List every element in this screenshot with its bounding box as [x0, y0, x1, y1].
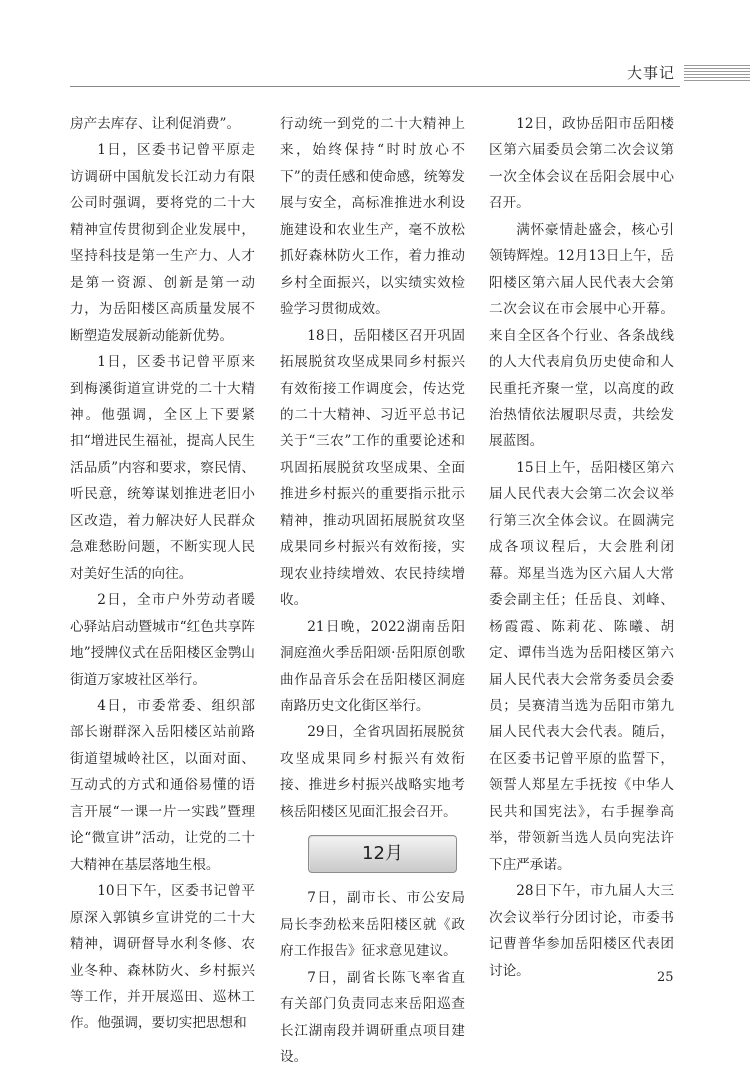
news-paragraph: 1日，区委书记曾平原来到梅溪街道宣讲党的二十大精神。他强调，全区上下要紧扣“增进民生福祉，提高人民生活品质”内容和要求，察民情、听民意，统筹谋划推进老旧小区改造，着力解决好人民群众急难愁盼问题，不断实现人民对美好生活的向往。	[70, 354, 255, 582]
section-title: 大事记	[627, 64, 676, 82]
news-paragraph: 7日，副市长、市公安局局长李劲松来岳阳楼区就《政府工作报告》征求意见建议。	[280, 890, 465, 960]
header-decoration	[684, 65, 750, 83]
news-paragraph: 房产去库存、让利促消费”。	[70, 116, 241, 132]
news-paragraph: 4日，市委常委、组织部部长谢群深入岳阳楼区站前路街道望城岭社区，以面对面、互动式的方式和通俗易懂的语言开展“一课一片一实践”暨理论“微宣讲”活动，让党的二十大精神在基层落地生根。	[70, 697, 255, 873]
news-paragraph: 满怀豪情赴盛会，核心引领铸辉煌。12月13日上午，岳阳楼区第六届人民代表大会第二次会议在市会展中心开幕。来自全区各个行业、各条战线的人大代表肩负历史使命和人民重托齐聚一堂，以高度的政治热情依法履职尽责，共绘发展蓝图。	[489, 221, 674, 450]
text-column-3	[489, 111, 674, 984]
news-paragraph: 28日下午，市九届人大三次会议举行分团讨论，市委书记曹普华参加岳阳楼区代表团讨论。	[489, 883, 674, 979]
news-paragraph: 29日，全省巩固拓展脱贫攻坚成果同乡村振兴有效衔接、推进乡村振兴战略实地考核岳阳楼区见面汇报会召开。	[280, 724, 465, 820]
news-paragraph: 2日，全市户外劳动者暖心驿站启动暨城市“红色共享阵地”授牌仪式在岳阳楼区金鹗山街道万家坡社区举行。	[70, 592, 255, 688]
text-column-1	[70, 111, 255, 1037]
news-paragraph: 1日，区委书记曾平原走访调研中国航发长江动力有限公司时强调，要将党的二十大精神宣传贯彻到企业发展中，坚持科技是第一生产力、人才是第一资源、创新是第一动力，为岳阳楼区高质量发展不断塑造发展新动能新优势。	[70, 142, 255, 344]
news-paragraph: 21日晚，2022湖南岳阳洞庭渔火季岳阳颂·岳阳原创歌曲作品音乐会在岳阳楼区洞庭南路历史文化街区举行。	[280, 618, 465, 714]
news-paragraph: 15日上午，岳阳楼区第六届人民代表大会第二次会议举行第三次全体会议。在圆满完成各项议程后，大会胜利闭幕。郑星当选为区六届人大常委会副主任；任岳良、刘峰、杨霞霞、陈莉花、陈曦、胡定、谭伟当选为岳阳楼区第六届人民代表大会常务委员会委员；吴赛清当选为岳阳市第九届人民代表大会代表。随后，在区委书记曾平原的监誓下，领誓人郑星左手抚按《中华人民共和国宪法》，右手握拳高举，带领新当选人员向宪法许下庄严承诺。	[489, 459, 674, 873]
text-column-2	[280, 111, 465, 1070]
month-heading-badge: 12月	[308, 835, 457, 873]
page-number: 25	[657, 970, 674, 985]
news-paragraph: 18日，岳阳楼区召开巩固拓展脱贫攻坚成果同乡村振兴有效衔接工作调度会，传达党的二十大精神、习近平总书记关于“三农”工作的重要论述和巩固拓展脱贫攻坚成果、全面推进乡村振兴的重要指示批示精神，推动巩固拓展脱贫攻坚成果同乡村振兴有效衔接，实现农业持续增效、农民持续增收。	[280, 327, 465, 609]
header-rule	[70, 86, 680, 87]
news-paragraph: 行动统一到党的二十大精神上来，始终保持“时时放心不下”的责任感和使命感，统筹发展与安全，高标准推进水利设施建设和农业生产，毫不放松抓好森林防火工作，着力推动乡村全面振兴，以实绩实效检验学习贯彻成效。	[280, 116, 465, 318]
news-paragraph: 10日下午，区委书记曾平原深入郭镇乡宣讲党的二十大精神，调研督导水利冬修、农业冬种、森林防火、乡村振兴等工作，并开展巡田、巡林工作。他强调，要切实把思想和	[70, 883, 255, 1032]
news-paragraph: 7日，副省长陈飞率省直有关部门负责同志来岳阳巡查长江湖南段并调研重点项目建设。	[280, 969, 465, 1065]
news-paragraph: 12日，政协岳阳市岳阳楼区第六届委员会第二次会议第一次全体会议在岳阳会展中心召开。	[489, 116, 674, 212]
